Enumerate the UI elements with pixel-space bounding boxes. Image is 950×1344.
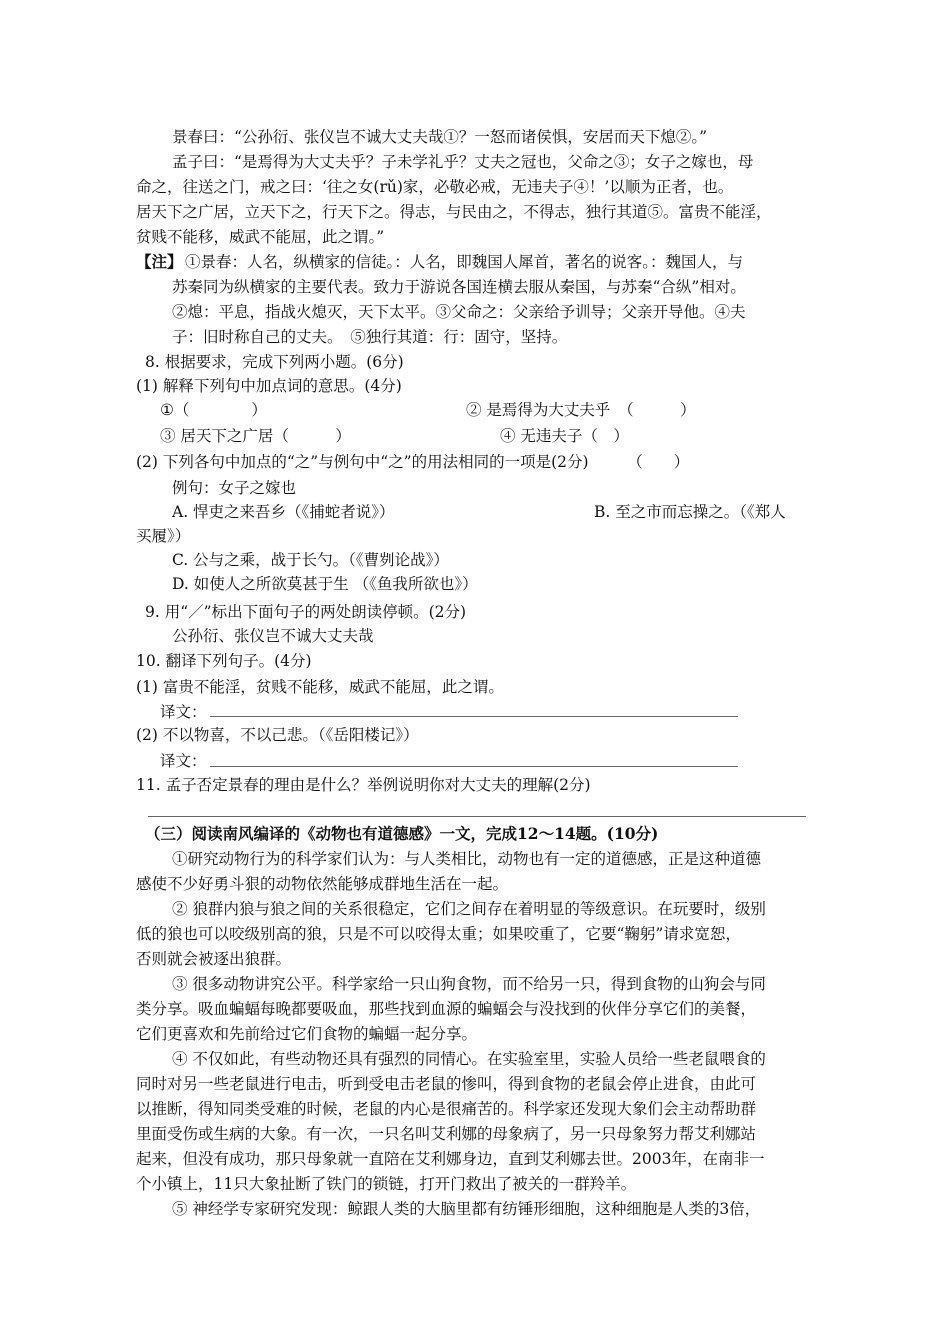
note-line: ②熄：平息，指战火熄灭，天下太平。③父命之：父亲给予训导；父亲开导他。④夫 (172, 303, 746, 321)
article-line: 它们更喜欢和先前给过它们食物的蝙蝠一起分享。 (136, 1025, 478, 1043)
q8-option-d: D. 如使人之所欲莫甚于生 （《鱼我所欲也》） (172, 575, 478, 593)
section-3-heading: （三）阅读南风编译的《动物也有道德感》一文，完成12～14题。(10分) (145, 824, 659, 843)
article-line: ⑤ 神经学专家研究发现：鲸跟人类的大脑里都有纺锤形细胞，这种细胞是人类的3倍， (172, 1200, 761, 1218)
passage-line: 贫贱不能移，威武不能屈，此之谓。” (136, 228, 385, 246)
question-9-title: 9. 用“／”标出下面句子的两处朗读停顿。(2分) (145, 603, 467, 621)
article-line: 感使不少好勇斗狠的动物依然能够成群地生活在一起。 (136, 875, 509, 893)
article-line: 类分享。吸血蝙蝠每晚都要吸血，那些找到血源的蝙蝠会与没找到的伙伴分享它们的美餐， (136, 1000, 757, 1018)
answer-line[interactable] (210, 766, 738, 767)
passage-line: 孟子曰：“是焉得为大丈夫乎？子未学礼乎？丈夫之冠也，父命之③；女子之嫁也，母 (172, 153, 754, 171)
q9-sentence: 公孙衍、张仪岂不诚大丈夫哉 (172, 627, 374, 645)
article-line: 否则就会被逐出狼群。 (136, 950, 292, 968)
passage-line: 居天下之广居，立天下之，行天下之。得志，与民由之，不得志，独行其道⑤。富贵不能淫， (136, 203, 772, 221)
article-line: 里面受伤或生病的大象。有一次，一只名叫艾利娜的母象病了，另一只母象努力帮艾利娜站 (136, 1125, 757, 1143)
passage-line: 命之，往送之门，戒之曰：‘往之女(rǔ)家，必敬必戒，无违夫子④！’以顺为正者，也。 (136, 178, 734, 196)
passage-line: 景春曰：“公孙衍、张仪岂不诚大丈夫哉①？一怒而诸侯惧，安居而天下熄②。” (172, 128, 708, 146)
article-line: 低的狼也可以咬级别高的狼，只是不可以咬得太重；如果咬重了，它要“鞠躬”请求宽恕， (136, 925, 741, 943)
q8-option-b-cont: 买履》） (136, 527, 191, 545)
article-line: ② 狼群内狼与狼之间的关系很稳定，它们之间存在着明显的等级意识。在玩要时，级别 (172, 900, 766, 918)
question-10-title: 10. 翻译下列句子。(4分) (136, 652, 312, 670)
article-line: 个小镇上，11只大象扯断了铁门的锁链，打开门救出了被关的一群羚羊。 (136, 1175, 637, 1193)
question-8-title: 8. 根据要求，完成下列两小题。(6分) (145, 353, 404, 371)
q8-option-b: B. 至之市而忘操之。（《郑人 (594, 503, 786, 521)
note-line: 子：旧时称自己的丈夫。 ⑤独行其道：行：固守，坚持。 (172, 328, 568, 346)
note-line: ①景春：人名，纵横家的信徒。：人名，即魏国人犀首，著名的说客。：魏国人，与 (185, 253, 744, 271)
article-line: ③ 很多动物讲究公平。科学家给一只山狗食物，而不给另一只，得到食物的山狗会与同 (172, 975, 766, 993)
q10-sentence-1: (1) 富贵不能淫，贫贱不能移，威武不能屈，此之谓。 (136, 678, 504, 696)
q8-option-a: A. 悍吏之来吾乡（《捕蛇者说》） (172, 503, 395, 521)
q8-item-4: ④ 无违夫子（ ） (500, 427, 629, 445)
article-line: ①研究动物行为的科学家们认为：与人类相比，动物也有一定的道德感，正是这种道德 (172, 850, 762, 868)
article-line: 以推断，得知同类受难的时候，老鼠的内心是很痛苦的。科学家还发现大象们会主动帮助群 (136, 1100, 757, 1118)
q8-option-c: C. 公与之乘，战于长勺。（《曹刿论战》） (172, 551, 449, 569)
q10-translation-label-1: 译文： (160, 703, 207, 721)
question-8-sub1: (1) 解释下列句中加点词的意思。(4分) (136, 377, 402, 395)
question-8-sub2: (2) 下列各句中加点的“之”与例句中“之”的用法相同的一项是(2分) （ ） (136, 453, 690, 471)
question-11-title: 11. 孟子否定景春的理由是什么？举例说明你对大丈夫的理解(2分) (136, 776, 591, 794)
q8-item-1: ①（ ） (160, 401, 267, 419)
q10-translation-label-2: 译文： (160, 752, 207, 770)
q8-item-2: ② 是焉得为大丈夫乎 （ ） (466, 401, 696, 419)
q10-sentence-2: (2) 不以物喜，不以己悲。（《岳阳楼记》） (136, 726, 419, 744)
answer-line[interactable] (148, 816, 806, 817)
article-line: 同时对另一些老鼠进行电击，听到受电击老鼠的惨叫，得到食物的老鼠会停止进食，由此可 (136, 1075, 757, 1093)
answer-line[interactable] (210, 716, 738, 717)
article-line: ④ 不仅如此，有些动物还具有强烈的同情心。在实验室里，实验人员给一些老鼠喂食的 (172, 1050, 766, 1068)
note-line: 苏秦同为纵横家的主要代表。致力于游说各国连横去服从秦国，与苏秦“合纵”相对。 (172, 278, 746, 296)
article-line: 起来，但没有成功，那只母象就一直陪在艾利娜身边，直到艾利娜去世。2003年，在南非一 (136, 1150, 765, 1168)
notes-label: 【注】 (136, 252, 183, 271)
q8-item-3: ③ 居天下之广居（ ） (160, 427, 351, 445)
q8-example: 例句：女子之嫁也 (172, 479, 297, 497)
